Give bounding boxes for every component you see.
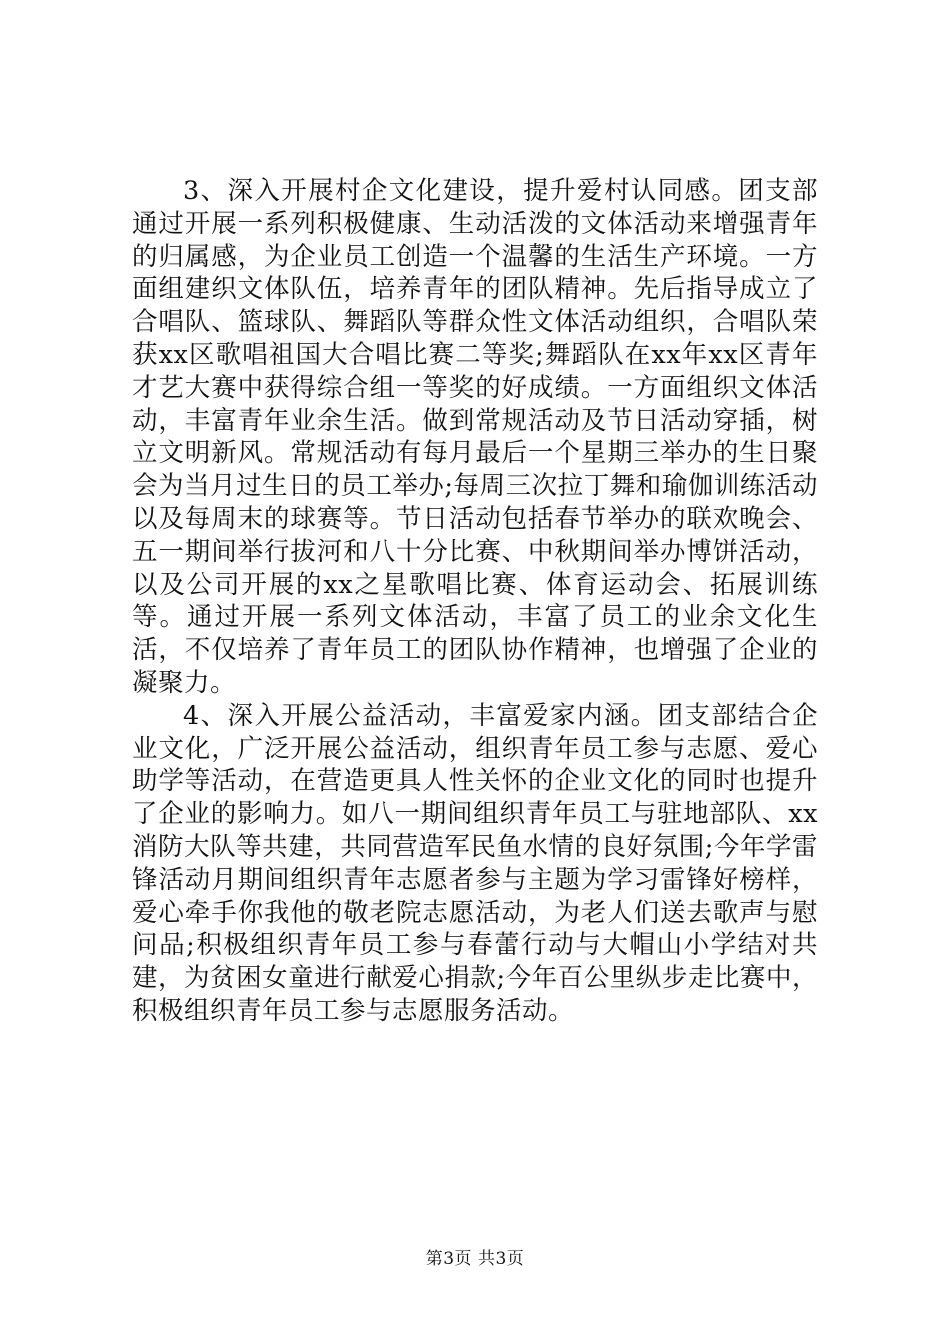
document-body: [132, 175, 818, 1028]
paragraph-public-welfare: 4、深入开展公益活动，丰富爱家内涵。团支部结合企业文化，广泛开展公益活动，组织青年员工参与志愿、爱心助学等活动，在营造更具人性关怀的企业文化的同时也提升了企业的影响力。如八一期间组织青年员工与驻地部队、xx消防大队等共建，共同营造军民鱼水情的良好氛围;今年学雷锋活动月期间组织青年志愿者参与主题为学习雷锋好榜样，爱心牵手你我他的敬老院志愿活动，为老人们送去歌声与慰问品;积极组织青年员工参与春蕾行动与大帽山小学结对共建，为贫困女童进行献爱心捐款;今年百公里纵步走比赛中，积极组织青年员工参与志愿服务活动。: [132, 700, 818, 1026]
paragraph-culture-building: 3、深入开展村企文化建设，提升爱村认同感。团支部通过开展一系列积极健康、生动活泼的文体活动来增强青年的归属感，为企业员工创造一个温馨的生活生产环境。一方面组建织文体队伍，培养青年的团队精神。先后指导成立了合唱队、篮球队、舞蹈队等群众性文体活动组织，合唱队荣获xx区歌唱祖国大合唱比赛二等奖;舞蹈队在xx年xx区青年才艺大赛中获得综合组一等奖的好成绩。一方面组织文体活动，丰富青年业余生活。做到常规活动及节日活动穿插，树立文明新风。常规活动有每月最后一个星期三举办的生日聚会为当月过生日的员工举办;每周三次拉丁舞和瑜伽训练活动以及每周末的球赛等。节日活动包括春节举办的联欢晚会、五一期间举行拔河和八十分比赛、中秋期间举办博饼活动，以及公司开展的xx之星歌唱比赛、体育运动会、拓展训练等。通过开展一系列文体活动，丰富了员工的业余文化生活，不仅培养了青年员工的团队协作精神，也增强了企业的凝聚力。: [132, 176, 818, 698]
page-footer: 第3页 共3页: [425, 1249, 525, 1269]
